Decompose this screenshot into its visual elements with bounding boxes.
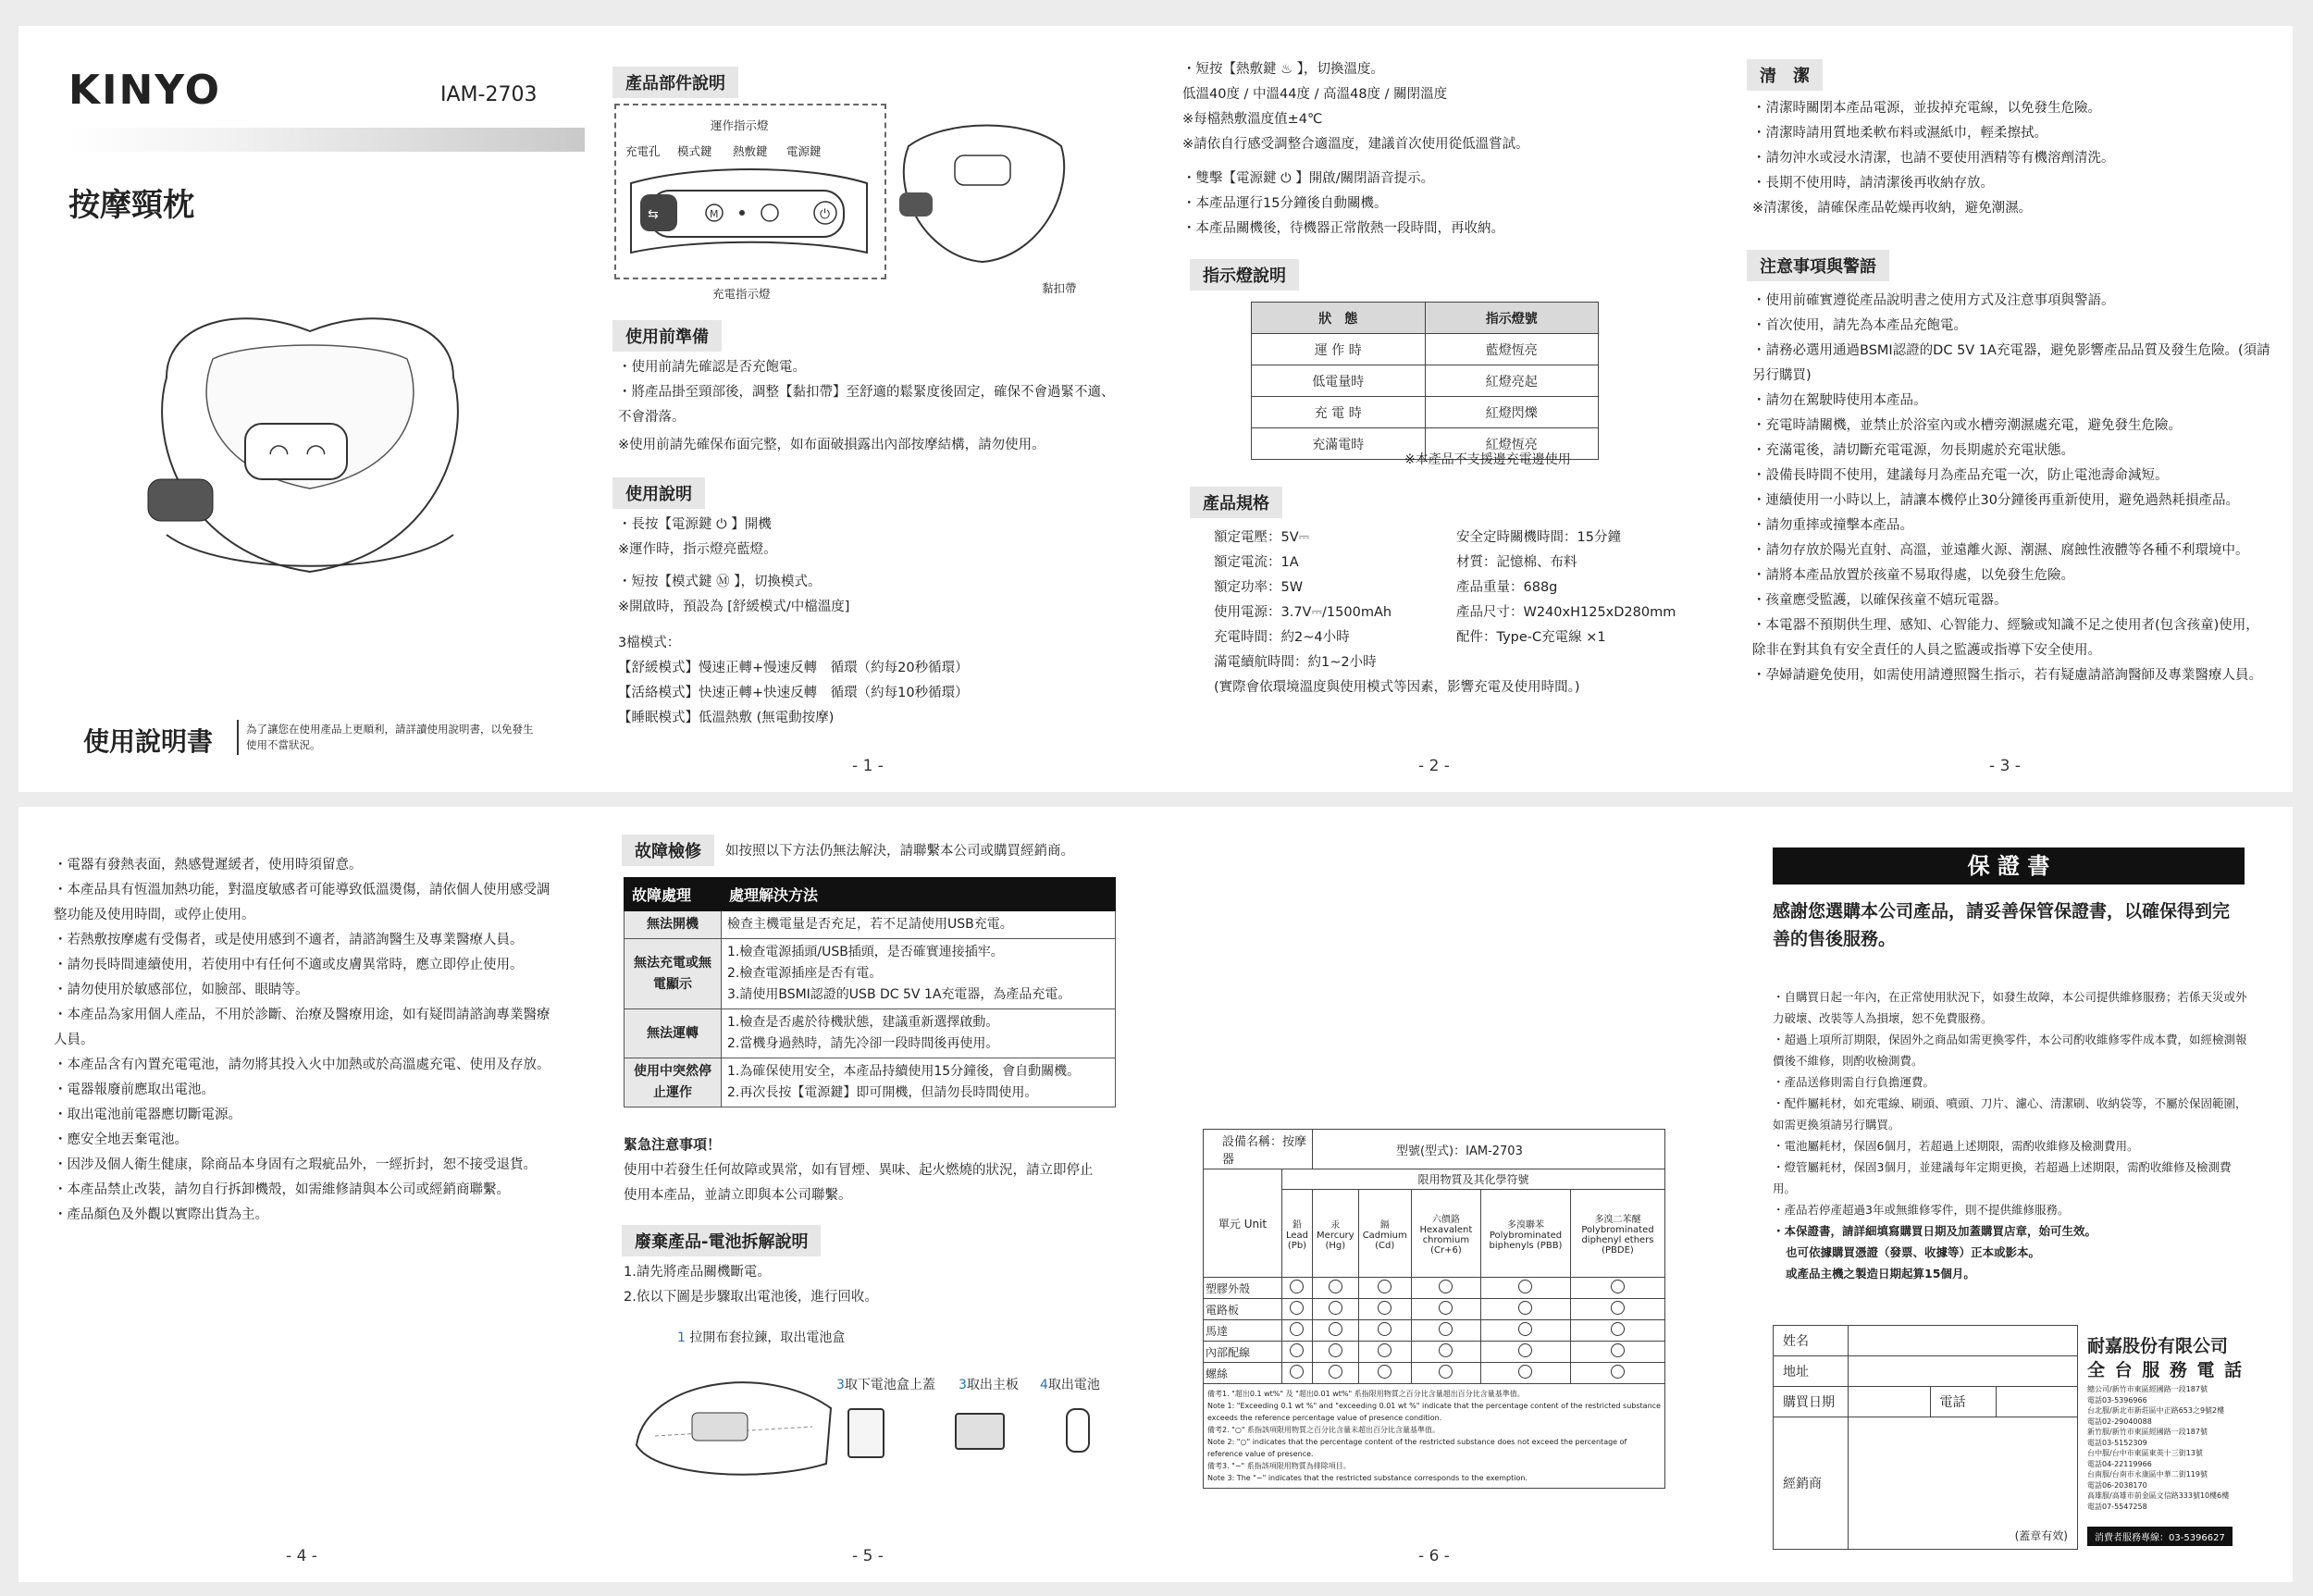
- usage-block: ・長按【電源鍵 ⏻ 】開機 ※運作時，指示燈亮藍燈。 ・短按【模式鍵 Ⓜ 】，切換模式。 ※開啟時，預設為 [舒緩模式/中檔溫度] 3檔模式： 【舒緩模式】慢速正轉+慢速反轉 循環（約每20秒循環） 【活絡模式】快速正轉+快速反轉 循環（約每10秒循環） 【睡眠模式】低溫熱敷 (無電動按摩): [618, 513, 1118, 731]
- warranty-intro: 感謝您選購本公司產品，請妥善保管保證書，以確保得到完善的售後服務。: [1773, 901, 2231, 949]
- list-item: ・因涉及個人衛生健康，除商品本身固有之瑕疵品外，一經折封，恕不接受退貨。: [54, 1157, 537, 1172]
- list-item: ・請勿沖水或浸水清潔，也請不要使用酒精等有機溶劑清洗。: [1752, 151, 2115, 166]
- table-row: 使用中突然停止運作 1.為確保使用安全，本產品持續使用15分鐘後，會自動關機。 2.再次長按【電源鍵】即可開機，但請勿長時間使用。: [625, 1058, 1116, 1107]
- circuit-board-icon: [955, 1413, 1005, 1450]
- page-6: [1151, 807, 1717, 1582]
- svg-text:⏻: ⏻: [820, 207, 831, 222]
- before-use-list: [618, 355, 1118, 430]
- before-use-item: ・使用前請先確認是否充飽電。: [618, 360, 806, 375]
- hotline-badge: 消費者服務專線：03-5396627: [2087, 1527, 2233, 1546]
- troubleshoot-table: 故障處理 處理解決方法 無法開機 檢查主機電量是否充足，若不足請使用USB充電。 無法充電或無電顯示 1.檢查電源插頭/USB插頭，是否確實連接插牢。 2.檢查電源插座是否有電。 3.請使用BSMI認證的USB DC 5V 1A充電器，為產品充電。 無法運轉 1.檢查是否處於待機狀態，建議重新選擇啟動。 2.當機身過熱時，請先冷卻一段時間後再使用。 使用中突然停止運作 1.為確保使用安全，本產品持續使用15分鐘後，會自動關機。 2.再次長按【電源鍵】即可開機，但請勿長時間使用。: [624, 877, 1116, 1107]
- list-item: ・長期不使用時，請清潔後再收納存放。: [1752, 176, 1994, 191]
- page-number: - 5 -: [852, 1547, 884, 1565]
- company-name: 耐嘉股份有限公司: [2087, 1336, 2229, 1356]
- troubleshoot-intro: 如按照以下方法仍無法解決，請聯繫本公司或購買經銷商。: [725, 844, 1074, 859]
- list-item: ・電器有發熱表面，熱感覺遲緩者，使用時須留意。: [54, 858, 363, 872]
- substance-table: 設備名稱：按摩器 型號(型式)：IAM-2703 單元 Unit 限用物質及其化學符號 鉛 Lead (Pb) 汞 Mercury (Hg) 鎘 Cadmium (Cd) 六價鉻 Hexavalent chromium (Cr+6) 多溴聯苯 Polybrominated biphenyls (PBB) 多溴二苯醚 Polybrominated diphenyl ethers (PBDE) 塑膠外殼 電路板 馬達 內部配線 螺絲 備考1. "超出0.1 wt%" 及 "超出0.01 wt%" 系指限用物質之百分比含量超出百分比含量基準值。 Note 1: "Exceeding 0.1 wt %" and "exceeding 0.01 wt %" indicate that the percentage content of the restricted substance exceeds the reference percentage value of presence condition. 備考2. "○" 系指該項限用物質之百分比含量未超出百分比含量基準值。 Note 2: "○" indicates that the percentage content of the restricted substance does not exceed the percentage of reference value of presence. 備考3. "−" 系指該項限用物質為排除項目。 Note 3: The "−" indicates that the restricted substance corresponds to the exemption.: [1203, 1129, 1665, 1489]
- product-title: 按摩頸枕: [68, 187, 194, 224]
- page-number: - 6 -: [1418, 1547, 1450, 1565]
- charge-port-label: 充電孔: [625, 144, 661, 158]
- service-title: 全 台 服 務 電 話: [2087, 1360, 2245, 1380]
- name-field[interactable]: [1849, 1326, 2078, 1356]
- heat-key-label: 熱敷鍵: [733, 144, 768, 158]
- battery-removal-diagram: [627, 1362, 840, 1482]
- cleaning-note: ※清潔後，請確保產品乾燥再收納，避免潮濕。: [1752, 201, 2033, 216]
- emergency-title: 緊急注意事項！: [624, 1136, 722, 1153]
- list-item: ・首次使用，請先為本產品充飽電。: [1752, 318, 1967, 333]
- table-row: 充滿電時 紅燈恆亮: [1252, 428, 1599, 460]
- table-row: 塑膠外殼: [1204, 1278, 1665, 1299]
- list-item: ・請務必選用通過BSMI認證的DC 5V 1A充電器，避免影響產品品質及發生危險。(須請另行購買): [1752, 343, 2270, 383]
- cleaning-list: [1752, 96, 2270, 221]
- run-indicator-label: 運作指示燈: [711, 118, 769, 132]
- list-item: ・充滿電後，請切斷充電電源，勿長期處於充電狀態。: [1752, 443, 2074, 458]
- table-row: 充 電 時 紅燈閃爍: [1252, 397, 1599, 428]
- table-row: 電路板: [1204, 1299, 1665, 1320]
- buckle-label: 黏扣帶: [1042, 281, 1077, 295]
- page-number: - 2 -: [1418, 757, 1450, 775]
- table-row: 馬達: [1204, 1320, 1665, 1342]
- list-item: ・請勿存放於陽光直射、高溫，並遠離火源、潮濕、腐蝕性液體等各種不利環境中。: [1752, 543, 2249, 558]
- page-3: [1717, 26, 2293, 792]
- list-item: ・充電時請關機，並禁止於浴室內或水槽旁潮濕處充電，避免發生危險。: [1752, 418, 2182, 433]
- before-use-note: ※使用前請先確保布面完整，如布面破損露出內部按摩結構，請勿使用。: [618, 438, 1045, 452]
- warranty-form: 姓名 地址 購買日期 電話 經銷商 (蓋章有效): [1773, 1325, 2078, 1550]
- list-item: ・請將本產品放置於孩童不易取得處，以免發生危險。: [1752, 568, 2074, 583]
- indicator-table: 狀 態 指示燈號 運 作 時 藍燈恆亮 低電量時 紅燈亮起 充 電 時 紅燈閃爍 充滿電時 紅燈恆亮: [1251, 302, 1599, 460]
- heat-block: ・短按【熱敷鍵 ♨ 】，切換溫度。 低溫40度 / 中溫44度 / 高溫48度 / 關閉溫度 ※每檔熱敷溫度值±4℃ ※請依自行感受調整合適溫度，建議首次使用從低溫嘗試。 ・雙擊【電源鍵 ⏻ 】開啟/關閉語音提示。 ・本產品運行15分鐘後自動關機。 ・本產品關機後，待機器正常散熱一段時間，再收納。: [1182, 62, 1529, 236]
- list-item: ・本產品具有恆溫加熱功能，對溫度敏感者可能導致低溫燙傷，請依個人使用感受調整功能及使用時間，或停止使用。: [54, 883, 550, 922]
- substance-notes: 備考1. "超出0.1 wt%" 及 "超出0.01 wt%" 系指限用物質之百分比含量超出百分比含量基準值。 Note 1: "Exceeding 0.1 wt %" and "exceeding 0.01 wt %" indicate that the percentage content of the restricted substance exceeds the reference percentage value of presence condition. 備考2. "○" 系指該項限用物質之百分比含量未超出百分比含量基準值。 Note 2: "○" indicates that the percentage content of the restricted substance does not exceed the percentage of reference value of presence. 備考3. "−" 系指該項限用物質為排除項目。 Note 3: The "−" indicates that the restricted substance corresponds to the exemption.: [1204, 1384, 1665, 1489]
- indicator-note: ※本產品不支援邊充電邊使用: [1404, 452, 1571, 467]
- model-number: IAM-2703: [440, 83, 538, 106]
- table-row: 內部配線: [1204, 1342, 1665, 1363]
- troubleshoot-header: 故障檢修: [622, 835, 714, 866]
- cleaning-header: 清 潔: [1747, 59, 1823, 91]
- battery-icon: [1066, 1408, 1090, 1453]
- page-number: - 4 -: [286, 1547, 317, 1565]
- page-number: - 1 -: [852, 757, 884, 775]
- indicator-header: 指示燈說明: [1190, 259, 1299, 291]
- specs-left: 額定電壓：5V⎓ 額定電流：1A 額定功率：5W 使用電源：3.7V⎓/1500mAh 充電時間：約2~4小時: [1214, 530, 1392, 645]
- cover-panel: [19, 26, 585, 792]
- list-item: ・請勿長時間連續使用，若使用中有任何不適或皮膚異常時，應立即停止使用。: [54, 958, 524, 972]
- emergency-text: 使用中若發生任何故障或異常，如有冒煙、異味、起火燃燒的狀況，請立即停止使用本產品，並請立即與本公司聯繫。: [624, 1163, 1094, 1203]
- before-use-item: ・將產品掛至頸部後，調整【黏扣帶】至舒適的鬆緊度後固定，確保不會過緊不適、不會滑落。: [618, 385, 1115, 425]
- phone-field[interactable]: [1996, 1387, 2078, 1417]
- specs-header: 產品規格: [1190, 487, 1282, 518]
- divider: [237, 720, 239, 755]
- svg-text:M: M: [710, 208, 719, 220]
- disposal-step-2: 3取下電池盒上蓋: [836, 1378, 935, 1392]
- svg-text:◠: ◠: [268, 439, 290, 467]
- warnings-list: [1752, 289, 2270, 688]
- warranty-title: 保 證 書: [1773, 847, 2245, 885]
- before-use-header: 使用前準備: [612, 320, 722, 352]
- manual-note: 為了讓您在使用產品上更順利，請詳讀使用說明書，以免發生使用不當狀況。: [246, 723, 534, 751]
- more-warnings-list: [54, 853, 553, 1228]
- list-item: ・本產品為家用個人產品，不用於診斷、治療及醫療用途，如有疑問請諮詢專業醫療人員。: [54, 1008, 550, 1047]
- page-4: [19, 807, 585, 1582]
- svg-text:◠: ◠: [305, 439, 327, 467]
- list-item: ・電器報廢前應取出電池。: [54, 1083, 215, 1097]
- warranty-panel: [1717, 807, 2293, 1582]
- address-field[interactable]: [1849, 1356, 2078, 1387]
- page-1: [585, 26, 1151, 792]
- manual-label: 使用說明書: [83, 726, 214, 757]
- list-item: ・本產品含有內置充電電池，請勿將其投入火中加熱或於高溫處充電、使用及存放。: [54, 1058, 550, 1072]
- disposal-step-3: 3取出主板: [959, 1378, 1019, 1392]
- list-item: ・請勿使用於敏感部位，如臉部、眼睛等。: [54, 983, 309, 997]
- mode-item: 【睡眠模式】低溫熱敷 (無電動按摩): [618, 711, 835, 725]
- table-row: 無法充電或無電顯示 1.檢查電源插頭/USB插頭，是否確實連接插牢。 2.檢查電源插座是否有電。 3.請使用BSMI認證的USB DC 5V 1A充電器，為產品充電。: [625, 939, 1116, 1009]
- power-icon: ⏻: [716, 517, 727, 532]
- list-item: ・若熱敷按摩處有受傷者，或是使用感到不適者，請諮詢醫生及專業醫療人員。: [54, 933, 524, 947]
- power-icon: ⏻: [1280, 171, 1292, 186]
- disposal-step-4: 4取出電池: [1040, 1378, 1100, 1392]
- list-item: ・請勿在駕駛時使用本產品。: [1752, 393, 1927, 408]
- specs-footer: 滿電續航時間：約1~2小時 (實際會依環境溫度與使用模式等因素，影響充電及使用時間。): [1214, 655, 1580, 695]
- charge-indicator-label: 充電指示燈: [712, 287, 771, 301]
- svg-text:⇆: ⇆: [648, 207, 659, 222]
- brand-logo: KINYO: [68, 67, 221, 114]
- date-field[interactable]: [1849, 1387, 1931, 1417]
- pillow-illustration: [130, 303, 490, 581]
- list-item: ・孩童應受監護，以確保孩童不嬉玩電器。: [1752, 593, 2008, 608]
- parts-header: 產品部件說明: [612, 67, 738, 98]
- table-row: 螺絲: [1204, 1363, 1665, 1384]
- heat-icon: ♨: [1280, 62, 1293, 77]
- list-item: ・使用前確實遵從產品說明書之使用方式及注意事項與警語。: [1752, 293, 2115, 308]
- table-row: 無法開機 檢查主機電量是否充足，若不足請使用USB充電。: [625, 911, 1116, 939]
- list-item: ・取出電池前電器應切斷電源。: [54, 1107, 241, 1122]
- page-5: [585, 807, 1151, 1582]
- warranty-terms: ・自購買日起一年內，在正常使用狀況下，如發生故障，本公司提供維修服務；若係天災或外力破壞、改裝等人為損壞，恕不免費服務。 ・超過上項所訂期限，保固外之商品如需更換零件，本公司酌收維修零件成本費，如經檢測報價後不維修，則酌收檢測費。 ・產品送修則需自行負擔運費。 ・配件屬耗材，如充電線、刷頭、噴頭、刀片、濾心、清潔刷、收納袋等，不屬於保固範圍，如需更換須請另行購買。 ・電池屬耗材，保固6個月，若超過上述期限，需酌收維修及檢測費用。 ・燈管屬耗材，保固3個月，並建議每年定期更換，若超過上述期限，需酌收維修及檢測費用。 ・產品若停產超過3年或無維修零件，則不提供維修服務。 ・本保證書，請詳細填寫購買日期及加蓋購買店章，始可生效。 也可依據購買憑證（發票、收據等）正本或影本。 或產品主機之製造日期起算15個月。: [1773, 990, 2247, 1281]
- header-gradient-bar: [68, 128, 585, 152]
- mode-key-label: 模式鍵: [677, 144, 712, 158]
- warnings-header: 注意事項與警語: [1747, 250, 1889, 281]
- battery-box-icon: [847, 1408, 884, 1458]
- disposal-header: 廢棄產品-電池拆解說明: [622, 1225, 821, 1256]
- table-row: 低電量時 紅燈亮起: [1252, 365, 1599, 397]
- branch-list: 總公司/新竹市東區經國路一段187號 電話03-5396966 台北服/新北市新莊區中正路653之9號2樓 電話02-29040088 新竹服/新竹市東區經國路一段187號 電話03-5152309 台中服/台中市東區東英十三街13號 電話04-22119966 台南服/台南市永康區中華二街119號 電話06-2038170 高雄服/高雄市前金區文信路333號10樓6樓 電話07-5547258: [2087, 1385, 2230, 1511]
- disposal-step-1: 1 拉開布套拉鍊，取出電池盒: [677, 1330, 846, 1345]
- specs-right: 安全定時關機時間：15分鐘 材質：記憶棉、布料 產品重量：688g 產品尺寸：W240xH125xD280mm 配件：Type-C充電線 ×1: [1456, 530, 1676, 645]
- pillow-side-diagram: [890, 118, 1075, 266]
- list-item: ・設備長時間不使用，建議每月為產品充電一次，防止電池壽命減短。: [1752, 468, 2169, 483]
- list-item: ・孕婦請避免使用，如需使用請遵照醫生指示，若有疑慮請諮詢醫師及專業醫療人員。: [1752, 668, 2262, 683]
- page-number: - 3 -: [1989, 757, 2021, 775]
- mode-item: 【活絡模式】快速正轉+快速反轉 循環（約每10秒循環）: [618, 686, 969, 700]
- usage-header: 使用說明: [612, 477, 705, 509]
- mode-icon: Ⓜ: [716, 575, 730, 589]
- list-item: ・連續使用一小時以上，請讓本機停止30分鐘後再重新使用，避免過熱耗損產品。: [1752, 493, 2239, 508]
- disposal-steps: 1.請先將產品關機斷電。 2.依以下圖是步驟取出電池後，進行回收。: [624, 1265, 878, 1305]
- table-row: 運 作 時 藍燈恆亮: [1252, 334, 1599, 365]
- list-item: ・清潔時關閉本產品電源，並拔掉充電線，以免發生危險。: [1752, 101, 2101, 116]
- list-item: ・產品顏色及外觀以實際出貨為主。: [54, 1207, 268, 1222]
- list-item: ・請勿重摔或撞擊本產品。: [1752, 518, 1913, 533]
- list-item: ・應安全地丟棄電池。: [54, 1132, 188, 1147]
- page-2: [1151, 26, 1717, 792]
- list-item: ・本產品禁止改裝，請勿自行拆卸機殼，如需維修請與本公司或經銷商聯繫。: [54, 1182, 510, 1197]
- control-panel-diagram: [622, 165, 872, 266]
- table-row: 無法運轉 1.檢查是否處於待機狀態，建議重新選擇啟動。 2.當機身過熱時，請先冷卻一段時間後再使用。: [625, 1009, 1116, 1058]
- power-key-label: 電源鍵: [786, 144, 822, 158]
- mode-item: 【舒緩模式】慢速正轉+慢速反轉 循環（約每20秒循環）: [618, 661, 969, 675]
- list-item: ・清潔時請用質地柔軟布料或濕紙巾，輕柔擦拭。: [1752, 126, 2047, 141]
- list-item: ・本電器不預期供生理、感知、心智能力、經驗或知識不足之使用者(包含孩童)使用，除非在對其負有安全責任的人員之監護或指導下安全使用。: [1752, 618, 2259, 658]
